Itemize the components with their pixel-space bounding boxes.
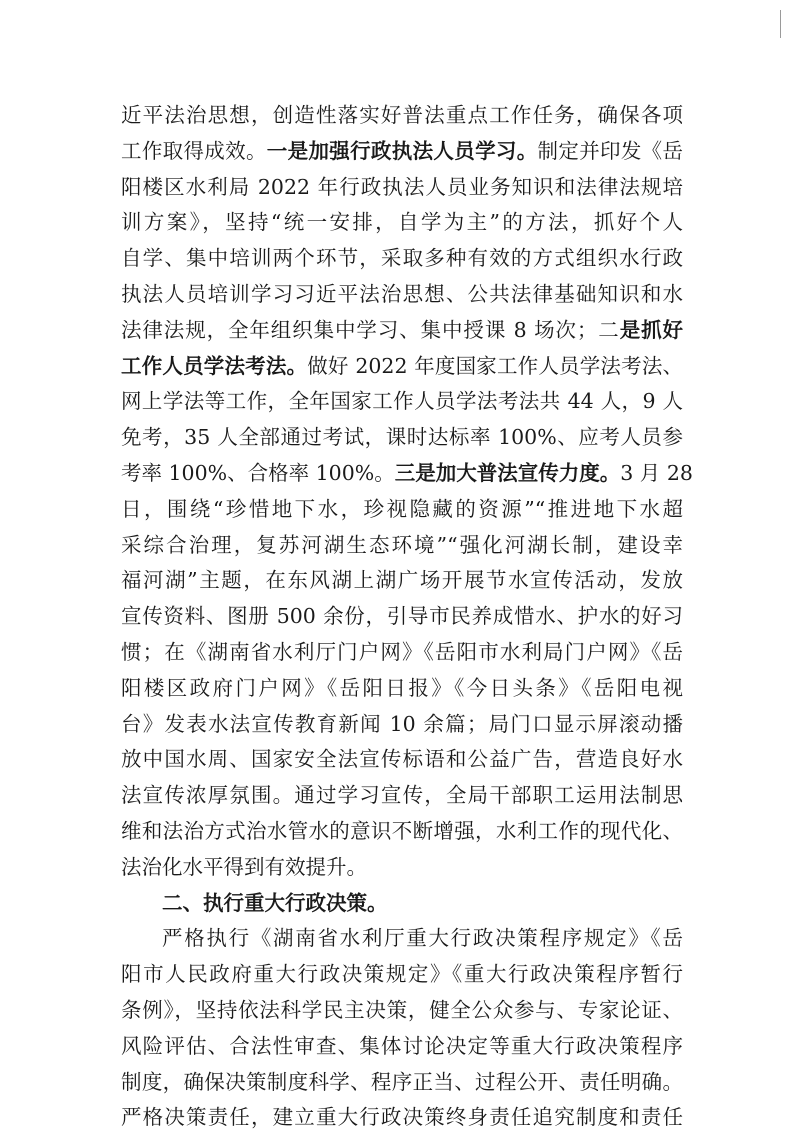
text-segment: 制定并印发《岳 — [537, 138, 684, 163]
text-line — [121, 456, 693, 492]
text-segment: 阳楼区水利局 2022 年行政执法人员业务知识和法律法规培 — [121, 174, 683, 199]
text-line — [121, 993, 683, 1029]
text-line — [121, 814, 683, 850]
text-line — [121, 492, 683, 528]
text-segment: 考率 100%、合格率 100%。 — [121, 460, 395, 485]
text-segment: 制度，确保决策制度科学、程序正当、过程公开、责任明确。 — [121, 1069, 683, 1094]
text-segment: 严格决策责任，建立重大行政决策终身责任追究制度和责任 — [121, 1105, 683, 1130]
text-line — [121, 707, 683, 743]
text-line — [121, 921, 683, 957]
bold-phrase: 三是加大普法宣传力度。 — [394, 460, 621, 485]
text-segment: 免考，35 人全部通过考试，课时达标率 100%、应考人员参 — [121, 425, 683, 450]
section-heading — [121, 886, 683, 922]
text-line — [121, 528, 683, 564]
text-line — [121, 563, 683, 599]
text-line — [121, 1029, 683, 1065]
text-line — [121, 277, 683, 313]
text-segment: 惯；在《湖南省水利厅门户网》《岳阳市水利局门户网》《岳 — [121, 639, 683, 664]
text-segment: 采综合治理，复苏河湖生态环境”“强化河湖长制，建设幸 — [121, 532, 683, 557]
text-segment: 法律法规，全年组织集中学习、集中授课 8 场次；二 — [121, 317, 620, 342]
text-line — [121, 1100, 683, 1136]
text-line — [121, 742, 683, 778]
text-segment: 近平法治思想，创造性落实好普法重点工作任务，确保各项 — [121, 103, 683, 127]
text-segment: 网上学法等工作，全年国家工作人员学法考法共 44 人，9 人 — [121, 389, 683, 414]
text-segment: 台》发表水法宣传教育新闻 10 余篇；局门口显示屏滚动播 — [121, 711, 683, 736]
text-segment: 自学、集中培训两个环节，采取多种有效的方式组织水行政 — [121, 246, 683, 271]
text-line — [121, 420, 683, 456]
text-line — [121, 599, 683, 635]
text-segment: 放中国水周、国家安全法宣传标语和公益广告，营造良好水 — [121, 747, 683, 772]
text-line — [121, 957, 683, 993]
text-segment: 二、执行重大行政决策。 — [162, 890, 388, 915]
text-line — [121, 313, 683, 349]
text-line — [121, 170, 683, 206]
text-line — [121, 98, 683, 134]
scan-edge-mark — [780, 10, 781, 38]
text-segment: 严格执行《湖南省水利厅重大行政决策程序规定》《岳 — [162, 926, 683, 951]
text-segment: 执法人员培训学习习近平法治思想、公共法律基础知识和水 — [121, 281, 683, 306]
text-line — [121, 1065, 683, 1101]
bold-phrase: 一是加强行政执法人员学习。 — [266, 138, 538, 163]
text-segment: 工作取得成效。 — [121, 138, 267, 163]
bold-phrase: 工作人员学法考法。 — [121, 353, 308, 378]
text-line — [121, 205, 683, 241]
text-segment: 维和法治方式治水管水的意识不断增强，水利工作的现代化、 — [121, 818, 683, 843]
text-segment: 法治化水平得到有效提升。 — [121, 854, 367, 879]
text-segment: 宣传资料、图册 500 余份，引导市民养成惜水、护水的好习 — [121, 604, 683, 629]
text-line — [121, 778, 683, 814]
text-segment: 训方案》，坚持“统一安排，自学为主”的方法，抓好个人 — [121, 210, 683, 235]
text-line — [121, 635, 683, 671]
text-line — [121, 134, 683, 170]
text-line — [121, 671, 683, 707]
text-segment: 风险评估、合法性审查、集体讨论决定等重大行政决策程序 — [121, 1033, 683, 1058]
body-text — [121, 98, 693, 1136]
text-segment: 日，围绕“珍惜地下水，珍视隐藏的资源”“推进地下水超 — [121, 496, 683, 521]
text-segment: 3 月 28 — [620, 460, 693, 485]
text-segment: 法宣传浓厚氛围。通过学习宣传，全局干部职工运用法制思 — [121, 783, 683, 808]
text-segment: 福河湖”主题，在东风湖上湖广场开展节水宣传活动，发放 — [121, 568, 683, 593]
text-line — [121, 241, 683, 277]
text-line — [121, 349, 683, 385]
text-segment: 阳市人民政府重大行政决策规定》《重大行政决策程序暂行 — [121, 962, 683, 987]
text-line — [121, 850, 683, 886]
text-line — [121, 384, 683, 420]
bold-phrase: 是抓好 — [619, 317, 684, 342]
text-segment: 做好 2022 年度国家工作人员学法考法、 — [307, 353, 684, 378]
text-segment: 阳楼区政府门户网》《岳阳日报》《今日头条》《岳阳电视 — [121, 675, 683, 700]
text-segment: 条例》，坚持依法科学民主决策，健全公众参与、专家论证、 — [121, 997, 683, 1022]
